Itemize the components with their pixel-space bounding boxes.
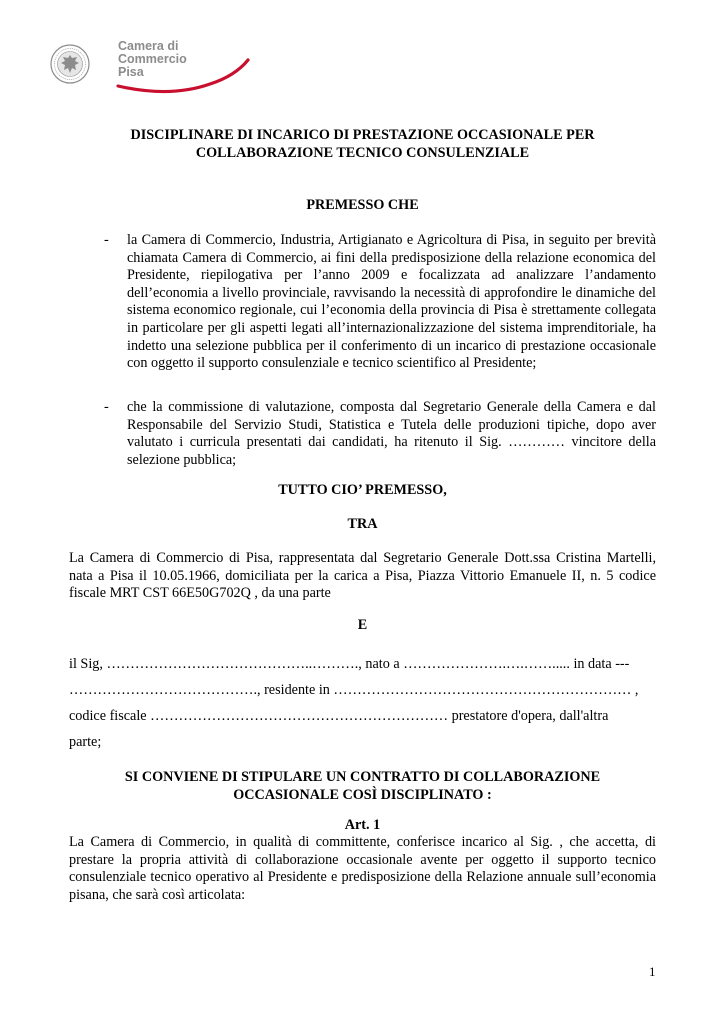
title-line-1: DISCIPLINARE DI INCARICO DI PRESTAZIONE OCCASIONALE PER [130, 127, 595, 143]
conviene-line-1: SI CONVIENE DI STIPULARE UN CONTRATTO DI COLLABORAZIONE [124, 769, 601, 785]
e-heading: E [357, 617, 368, 633]
art1-heading: Art. 1 [344, 817, 381, 833]
logo-line-1: Camera di Commercio [118, 39, 187, 66]
conviene-heading [69, 769, 656, 804]
art1-paragraph: La Camera di Commercio, in qualità di committente, conferisce incarico al Sig. , che accetta, di prestare la propria attività di collaborazione occasionale avente per oggetto il supporto tecnico consulenziale tecnico operativo al Presidente e predisposizione della Relazione annuale sull’economia pisana, che sarà così articolata: [69, 834, 656, 903]
party-two-paragraph [69, 651, 656, 755]
party-two-line-2: …………………………………., residente in ……………………………………………………… , [69, 682, 639, 698]
party-one-paragraph: La Camera di Commercio di Pisa, rappresentata dal Segretario Generale Dott.ssa Cristina Martelli, nata a Pisa il 10.05.1966, domiciliata per la carica a Pisa, Piazza Vittorio Emanuele II, n. 5 codice fiscale MRT CST 66E50G702Q , da una parte [69, 550, 656, 602]
bullet-text: la Camera di Commercio, Industria, Artigianato e Agricoltura di Pisa, in seguito per brevità chiamata Camera di Commercio, ai fini della predisposizione della relazione economica del Presidente, riepilogativa per l’anno 2009 e focalizzata ad analizzare l’andamento dell’economia a livello provinciale, ravvisando la necessità di approfondire le dinamiche del sistema economico regionale, cui l’economia della provincia di Pisa è strettamente collegata in particolare per gli aspetti legati all’internazionalizzazione del sistema imprenditoriale, ha indetto una selezione pubblica per il conferimento di un incarico di prestazione occasionale con oggetto il supporto consulenziale e tecnico scientifico al Presidente; [127, 232, 656, 372]
bullet-dash: - [104, 399, 109, 415]
tutto-premesso-heading: TUTTO CIO’ PREMESSO, [278, 482, 447, 498]
seal-eagle-icon [50, 44, 90, 84]
chamber-logo [50, 40, 250, 96]
tra-heading: TRA [347, 516, 378, 532]
logo-line-2: Pisa [118, 65, 144, 79]
party-two-line-1: il Sig, ……………………………………..………., nato a ………………….….……..... in data --- [69, 656, 630, 672]
document-title [69, 127, 656, 162]
bullet-dash: - [104, 232, 109, 248]
party-two-line-4: parte; [69, 734, 102, 750]
conviene-line-2: OCCASIONALE COSÌ DISCIPLINATO : [233, 786, 492, 803]
bullet-text: che la commissione di valutazione, composta dal Segretario Generale della Camera e dal Responsabile del Servizio Studi, Statistica e Tutela delle produzioni tipiche, dopo aver valutato i curricula presentati dai candidati, ha ritenuto il Sig. ………… vincitore della selezione pubblica; [127, 399, 656, 468]
premesso-heading: PREMESSO CHE [306, 197, 419, 213]
page-number: 1 [649, 964, 656, 979]
title-line-2: COLLABORAZIONE TECNICO CONSULENZIALE [195, 144, 530, 161]
red-swoosh-icon [100, 50, 250, 96]
party-two-line-3: codice fiscale ……………………………………………………… prestatore d'opera, dall'altra [69, 708, 609, 724]
